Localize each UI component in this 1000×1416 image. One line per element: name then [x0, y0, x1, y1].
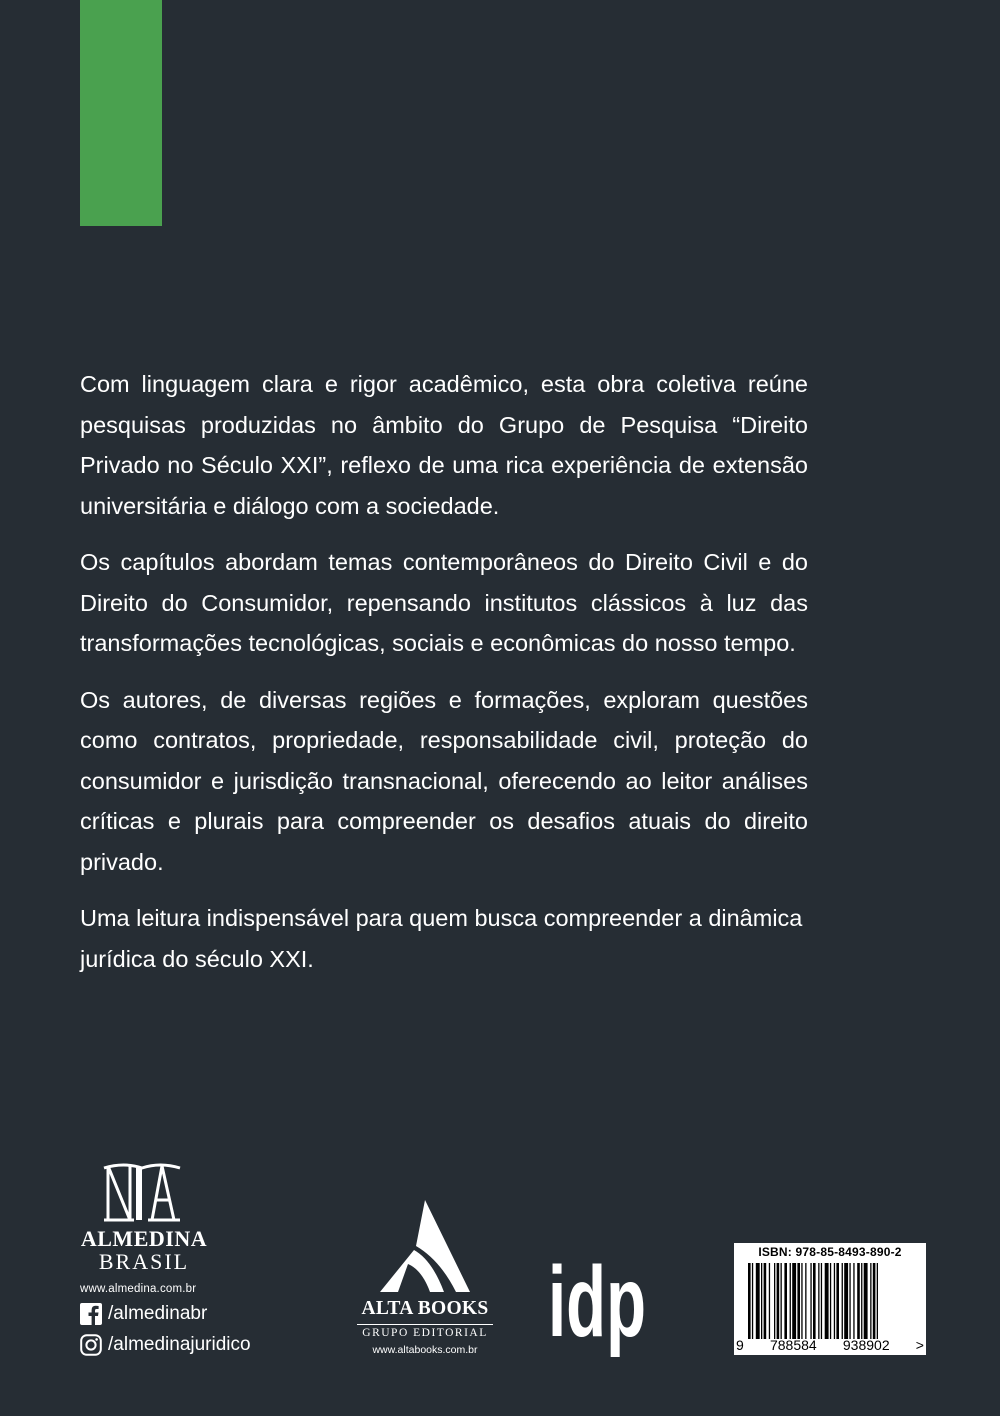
- isbn-barcode: [734, 1243, 926, 1355]
- almedina-sub: BRASIL: [98, 1249, 190, 1274]
- alta-books-name: ALTA BOOKS: [361, 1298, 489, 1319]
- barcode-stripe: [861, 1263, 862, 1339]
- alta-books-divider: [357, 1324, 493, 1325]
- barcode-stripe: [864, 1263, 868, 1339]
- barcode-stripe: [781, 1263, 782, 1339]
- blurb-paragraph-2: Os capítulos abordam temas contemporâneos do Direito Civil e do Direito do Consumidor, repensando institutos clássicos à luz das transformações tecnológicas, sociais e econômicas do nosso tempo.: [80, 549, 808, 656]
- barcode-stripe: [774, 1263, 775, 1339]
- idp-logo-text: idp: [548, 1246, 646, 1358]
- facebook-handle: /almedinabr: [108, 1303, 208, 1324]
- barcode-stripe: [844, 1263, 848, 1339]
- barcode-stripe: [877, 1263, 878, 1339]
- barcode-stripe: [748, 1263, 751, 1339]
- barcode-stripe: [857, 1263, 860, 1339]
- almedina-logo-icon: [100, 1160, 184, 1226]
- barcode-stripe: [825, 1263, 829, 1339]
- barcode-stripe: [784, 1263, 787, 1339]
- instagram-handle: /almedinajuridico: [108, 1334, 251, 1355]
- barcode-stripe: [756, 1263, 760, 1339]
- barcode-stripe: [821, 1263, 822, 1339]
- barcode-stripe: [790, 1263, 791, 1339]
- almedina-url[interactable]: www.almedina.com.br: [80, 1283, 197, 1295]
- barcode-stripe: [769, 1263, 770, 1339]
- alta-books-url[interactable]: www.altabooks.com.br: [372, 1344, 478, 1356]
- barcode-stripe: [813, 1263, 816, 1339]
- barcode-stripe: [853, 1263, 854, 1339]
- idp-logo: [548, 1246, 648, 1360]
- barcode-stripe: [818, 1263, 819, 1339]
- alta-books-logo-icon: [380, 1200, 470, 1292]
- barcode-digits-right: 938902: [842, 1337, 890, 1353]
- barcode-stripe: [873, 1263, 876, 1339]
- barcode-bars: [748, 1263, 920, 1339]
- barcode-digits: [736, 1337, 924, 1353]
- barcode-stripe: [849, 1263, 850, 1339]
- isbn-label: ISBN: 978-85-8493-890-2: [758, 1245, 902, 1259]
- back-cover-blurb: [80, 364, 808, 995]
- barcode-stripe: [830, 1263, 831, 1339]
- barcode-stripe: [797, 1263, 800, 1339]
- almedina-name: ALMEDINA: [80, 1226, 208, 1251]
- barcode-digits-left: 788584: [769, 1337, 817, 1353]
- barcode-digit-end: >: [915, 1337, 924, 1353]
- barcode-stripe: [834, 1263, 835, 1339]
- barcode-stripe: [792, 1263, 796, 1339]
- barcode-stripe: [764, 1263, 767, 1339]
- barcode-stripe: [761, 1263, 762, 1339]
- barcode-stripe: [870, 1263, 871, 1339]
- barcode-stripe: [836, 1263, 839, 1339]
- blurb-paragraph-4: Uma leitura indispensável para quem busca compreender a dinâmica jurídica do século XXI.: [80, 905, 803, 972]
- barcode-stripe: [805, 1263, 806, 1339]
- barcode-digit-lead: 9: [736, 1337, 744, 1353]
- barcode-stripe: [801, 1263, 802, 1339]
- alta-books-block: [350, 1200, 500, 1360]
- blurb-paragraph-1: Com linguagem clara e rigor acadêmico, esta obra coletiva reúne pesquisas produzidas no âmbito do Grupo de Pesquisa “Direito Privado no Século XXI”, reflexo de uma rica experiência de extensão universitária e diálogo com a sociedade.: [80, 371, 808, 519]
- alta-books-sub: GRUPO EDITORIAL: [362, 1327, 488, 1339]
- barcode-stripe: [777, 1263, 780, 1339]
- instagram-link[interactable]: [80, 1332, 340, 1358]
- instagram-icon: [80, 1334, 102, 1356]
- barcode-stripe: [810, 1263, 811, 1339]
- blurb-paragraph-3: Os autores, de diversas regiões e formações, exploram questões como contratos, propriedade, responsabilidade civil, proteção do consumidor e jurisdição transnacional, oferecendo ao leitor análises críticas e plurais para compreender os desafios atuais do direito privado.: [80, 686, 808, 875]
- facebook-icon: [80, 1303, 102, 1325]
- facebook-link[interactable]: [80, 1301, 340, 1327]
- accent-bar: [80, 0, 162, 226]
- barcode-stripe: [842, 1263, 843, 1339]
- barcode-stripe: [752, 1263, 753, 1339]
